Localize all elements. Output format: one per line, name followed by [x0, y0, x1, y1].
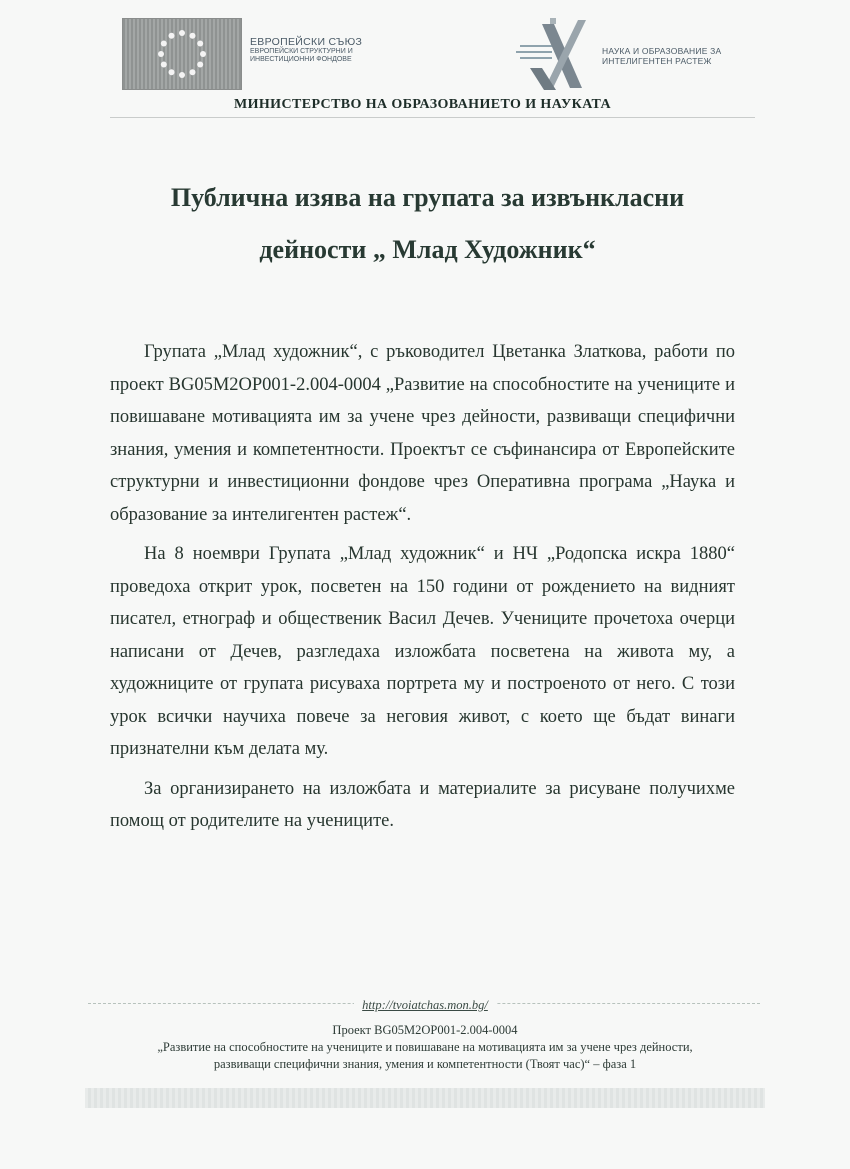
ministry-heading: МИНИСТЕРСТВО НА ОБРАЗОВАНИЕТО И НАУКАТА: [233, 97, 612, 112]
body-text: [110, 336, 735, 838]
document-title: [130, 172, 725, 276]
paragraph-3: За организирането на изложбата и материалите за рисуване получихме помощ от родителите на учениците.: [110, 778, 735, 831]
paragraph-2: На 8 ноември Групата „Млад художник“ и НЧ „Родопска искра 1880“ проведоха открит урок, посветен на 150 години от рождението на видният писател, етнограф и общественик Васил Дечев. Учениците прочетоха очерци написани от Дечев, разгледаха изложбата посветена на живота му, а художниците от групата рисуваха портрета му и построеното от него. С този урок всички научиха повече за неговия живот, с което ще бъдат винаги признателни към делата му.: [110, 544, 735, 759]
footer-decorative-band: [85, 1088, 765, 1108]
paragraph-1: Групата „Млад художник“, с ръководител Цветанка Златкова, работи по проект BG05M2OP001-2.004-0004 „Развитие на способностите на учениците и повишаване мотивацията им за учене чрез дейности, развиващи специфични знания, умения и компетентности. Проектът се съфинансира от Европейските структурни и инвестиционни фондове чрез Оперативна програма „Наука и образование за интелигентен растеж“.: [110, 342, 735, 525]
program-x-logo-icon: [512, 16, 594, 96]
footer: [90, 997, 760, 1073]
program-label-2: ИНТЕЛИГЕНТЕН РАСТЕЖ: [602, 56, 712, 66]
footer-project-line-2: развиващи специфични знания, умения и компетентности (Твоят час)“ – фаза 1: [213, 1057, 637, 1071]
footer-project-id: Проект BG05M2OP001-2.004-0004: [332, 1023, 518, 1037]
eu-label: ЕВРОПЕЙСКИ СЪЮЗ: [250, 36, 363, 48]
eu-sublabel-2: ИНВЕСТИЦИОННИ ФОНДОВЕ: [250, 56, 352, 63]
eu-stars-icon: [123, 19, 241, 89]
eu-label-block: [250, 36, 390, 64]
eu-flag-logo: [122, 18, 242, 90]
footer-link[interactable]: http://tvoiatchas.mon.bg/: [354, 997, 496, 1014]
header-divider: [110, 117, 755, 118]
title-line-1: Публична изява на групата за извънкласни: [170, 183, 685, 212]
program-label-1: НАУКА И ОБРАЗОВАНИЕ ЗА: [602, 46, 722, 56]
title-line-2: дейности „ Млад Художник“: [259, 235, 596, 264]
footer-project-line-1: „Развитие на способностите на учениците и повишаване на мотивацията им за учене чрез дейности,: [157, 1040, 693, 1054]
eu-sublabel-1: ЕВРОПЕЙСКИ СТРУКТУРНИ И: [250, 48, 353, 55]
program-label-block: [602, 46, 752, 66]
